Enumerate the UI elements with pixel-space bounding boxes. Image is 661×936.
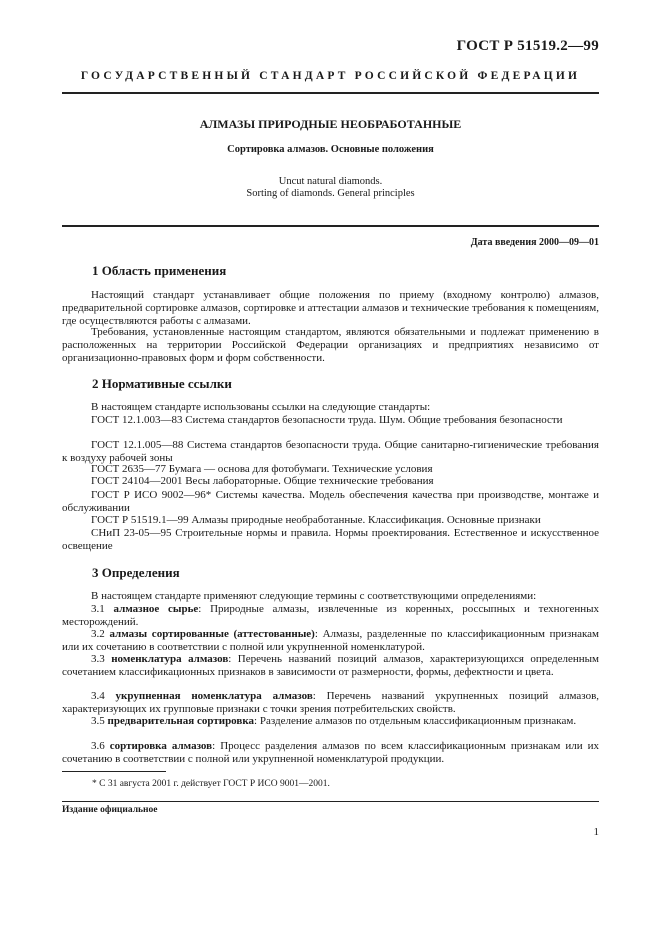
english-title-line1: Uncut natural diamonds. [278, 176, 383, 187]
reference-item: ГОСТ 12.1.003—83 Система стандартов безопасности труда. Шум. Общие требования безопасности [91, 414, 563, 426]
standard-code: ГОСТ Р 51519.2—99 [456, 38, 599, 54]
document-title: АЛМАЗЫ ПРИРОДНЫЕ НЕОБРАБОТАННЫЕ [199, 117, 462, 131]
footer-rule [62, 801, 599, 802]
reference-item: ГОСТ 24104—2001 Весы лабораторные. Общие технические требования [91, 475, 434, 487]
reference-item: ГОСТ 12.1.005—88 Система стандартов безопасности труда. Общие санитарно-гигиенические требования к воздуху рабочей зоны [62, 439, 599, 464]
section-heading: 1 Область применения [92, 263, 227, 278]
term-definition: Процесс разделения алмазов по всем классификационным признакам или их сочетанию в соответствии с полной или укрупненной номенклатурой продукции. [62, 740, 600, 765]
term: номенклатура алмазов [111, 653, 229, 665]
reference-item: ГОСТ Р 51519.1—99 Алмазы природные необработанные. Классификация. Основные признаки [91, 514, 541, 526]
edition-label: Издание официальное [62, 805, 158, 815]
reference-item: ГОСТ 2635—77 Бумага — основа для фотобумаги. Технические условия [91, 463, 433, 475]
section-heading: 3 Определения [92, 565, 180, 580]
definition-item: 3.5 предварительная сортировка: Разделение алмазов по отдельным классификационным признакам. [91, 715, 577, 727]
definition-item: 3.4 укрупненная номенклатура алмазов: Перечень названий укрупненных позиций алмазов, характеризующих их групповые признаки с точки зрения потребительских свойств. [62, 690, 600, 715]
introduction-date: Дата введения 2000—09—01 [470, 237, 599, 248]
term-number: 3.6 [91, 740, 105, 752]
term: алмазы сортированные (аттестованные) [109, 628, 315, 640]
term: сортировка алмазов [109, 740, 213, 752]
section-heading: 2 Нормативные ссылки [92, 376, 232, 391]
title-rule [62, 225, 599, 227]
term: укрупненная номенклатура алмазов [115, 690, 313, 702]
term-number: 3.5 [91, 715, 105, 727]
footnote: * С 31 августа 2001 г. действует ГОСТ Р ИСО 9001—2001. [92, 779, 330, 789]
definition-item: 3.1 алмазное сырье: Природные алмазы, извлеченные из коренных, россыпных и техногенных месторождений. [62, 603, 599, 628]
footnote-rule [62, 771, 166, 772]
paragraph: Требования, установленные настоящим стандартом, являются обязательными и подлежат применению в расположенных на территории Российской Федерации организациях и предприятиях независимо от организационно-правовых форм и форм собственности. [62, 326, 599, 364]
term-number: 3.1 [91, 603, 105, 615]
definition-item: 3.3 номенклатура алмазов: Перечень названий позиций алмазов, характеризующихся определенным сочетанием классификационных признаков в зависимости от размерности, формы, дефектности и цвета. [62, 653, 600, 678]
definition-item: 3.2 алмазы сортированные (аттестованные): Алмазы, разделенные по классификационным признакам или их сочетанию в соответствии с полной или укрупненной номенклатурой. [62, 628, 600, 653]
page-number: 1 [593, 826, 599, 838]
paragraph: В настоящем стандарте применяют следующие термины с соответствующими определениями: [91, 590, 537, 602]
term-definition: Перечень названий позиций алмазов, характеризующихся определенным сочетанием классификационных признаков в зависимости от размерности, формы, дефектности и цвета. [62, 653, 600, 678]
definition-item: 3.6 сортировка алмазов: Процесс разделения алмазов по всем классификационным признакам или их сочетанию в соответствии с полной или укрупненной номенклатурой продукции. [62, 740, 600, 765]
agency-line: ГОСУДАРСТВЕННЫЙ СТАНДАРТ РОССИЙСКОЙ ФЕДЕРАЦИИ [80, 70, 581, 82]
term: предварительная сортировка [107, 715, 255, 727]
document-subtitle: Сортировка алмазов. Основные положения [227, 144, 434, 155]
term-number: 3.3 [91, 653, 105, 665]
term-definition: Природные алмазы, извлеченные из коренных, россыпных и техногенных месторождений. [62, 603, 599, 628]
term: алмазное сырье [113, 603, 199, 615]
term-number: 3.2 [91, 628, 105, 640]
term-definition: Разделение алмазов по отдельным классификационным признакам. [259, 715, 577, 727]
paragraph: Настоящий стандарт устанавливает общие положения по приему (входному контролю) алмазов, предварительной сортировке алмазов, сортировке и аттестации алмазов и технические требования к помещениям, где осуществляются работы с алмазами. [62, 289, 599, 327]
reference-item: СНиП 23-05—95 Строительные нормы и правила. Нормы проектирования. Естественное и искусственное освещение [62, 527, 599, 552]
term-definition: Алмазы, разделенные по классификационным признакам или их сочетанию в соответствии с полной или укрупненной номенклатурой. [62, 628, 600, 653]
term-number: 3.4 [91, 690, 105, 702]
paragraph: В настоящем стандарте использованы ссылки на следующие стандарты: [91, 401, 431, 413]
reference-item: ГОСТ Р ИСО 9002—96* Системы качества. Модель обеспечения качества при производстве, монтаже и обслуживании [62, 489, 599, 514]
english-title-line2: Sorting of diamonds. General principles [246, 188, 415, 199]
header-rule [62, 92, 599, 94]
term-definition: Перечень названий укрупненных позиций алмазов, характеризующих их групповые признаки с точки зрения потребительских свойств. [62, 690, 600, 715]
